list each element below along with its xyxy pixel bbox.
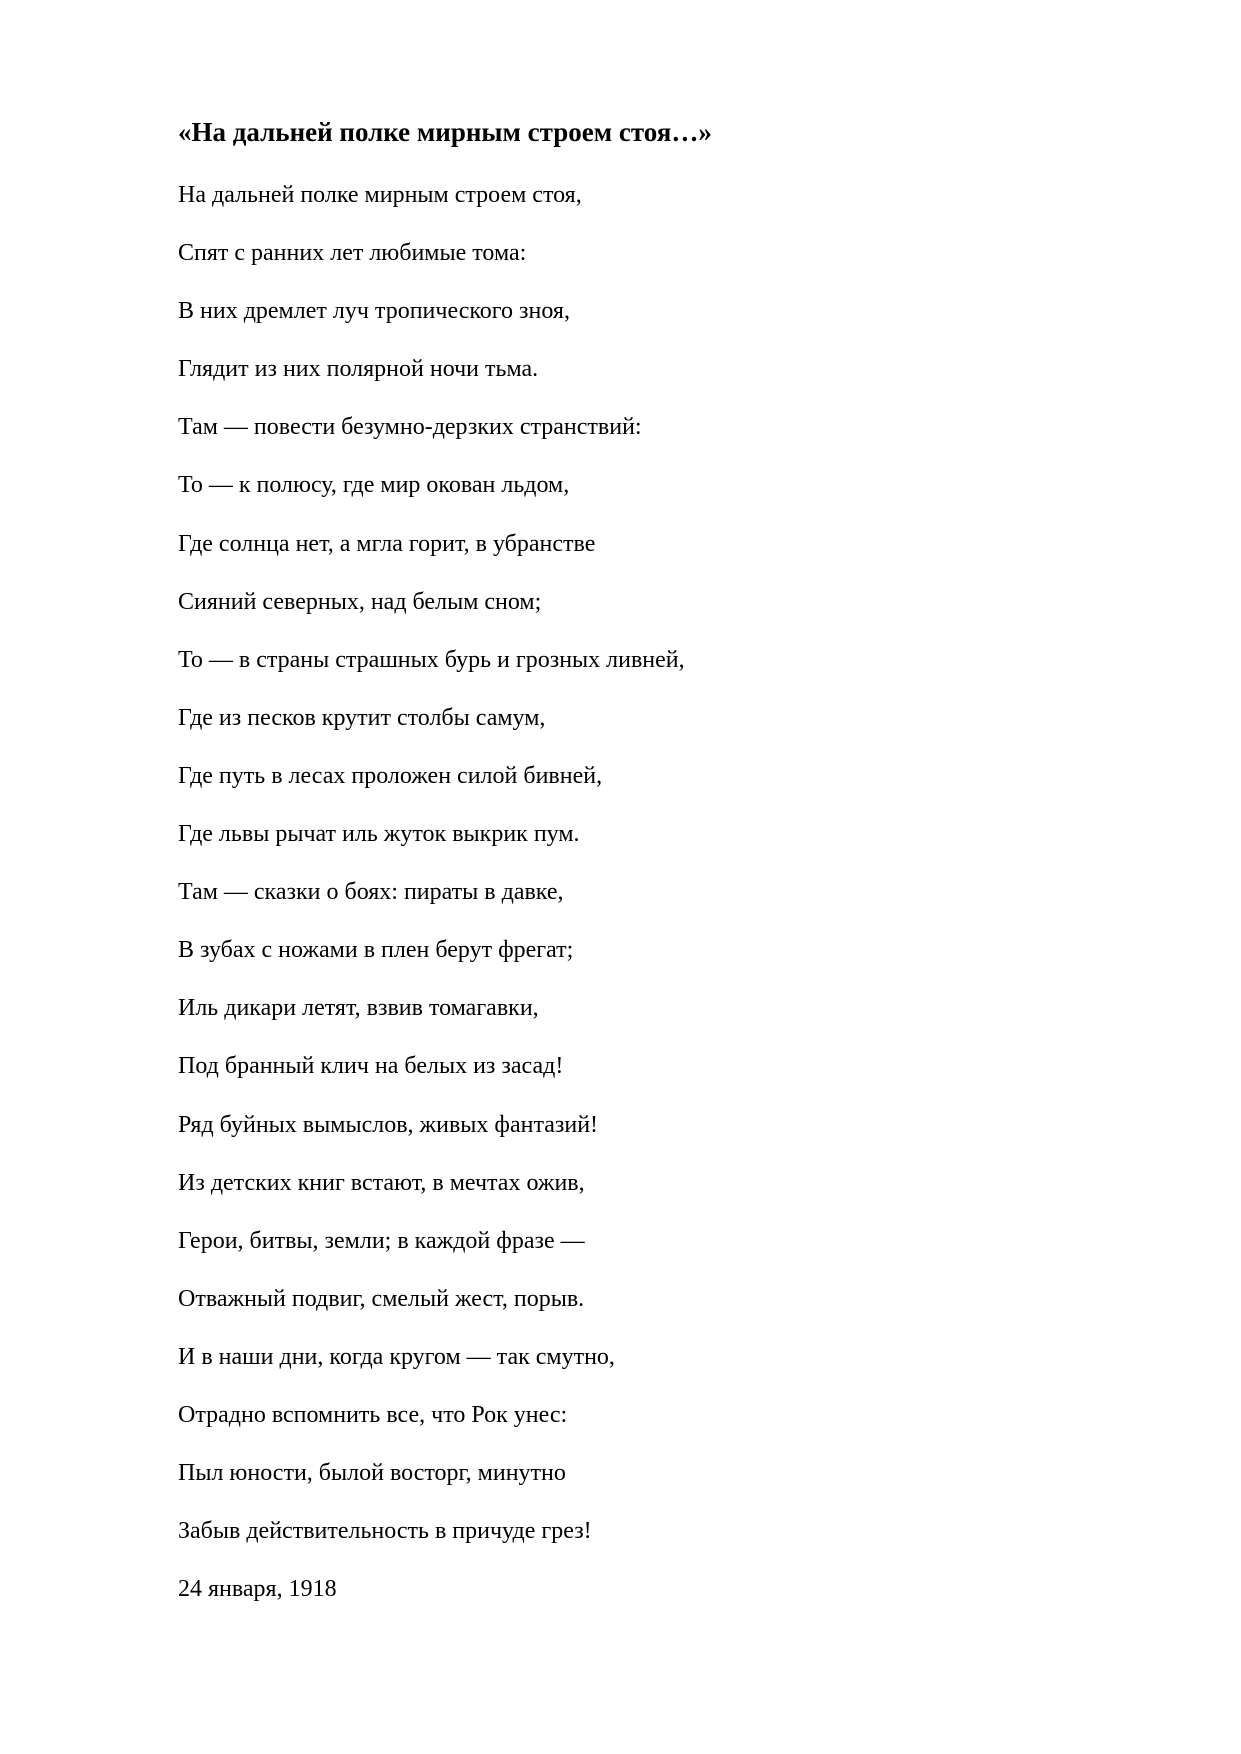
poem-line: Где из песков крутит столбы самум, xyxy=(178,704,546,731)
poem-date: 24 января, 1918 xyxy=(178,1576,337,1602)
poem-line: В зубах с ножами в плен берут фрегат; xyxy=(178,937,574,964)
poem-line: То — в страны страшных бурь и грозных ливней, xyxy=(178,646,685,673)
poem-line: Сияний северных, над белым сном; xyxy=(178,588,542,615)
poem-line: Герои, битвы, земли; в каждой фразе — xyxy=(178,1227,585,1254)
poem-line: Иль дикари летят, взвив томагавки, xyxy=(178,995,539,1022)
poem-line: То — к полюсу, где мир окован льдом, xyxy=(178,472,570,499)
poem-title: «На дальней полке мирным строем стоя…» xyxy=(178,117,712,147)
poem-line: И в наши дни, когда кругом — так смутно, xyxy=(178,1343,615,1370)
poem-line: Отважный подвиг, смелый жест, порыв. xyxy=(178,1285,585,1312)
poem-line: Из детских книг встают, в мечтах ожив, xyxy=(178,1169,585,1196)
poem-line: Ряд буйных вымыслов, живых фантазий! xyxy=(178,1111,599,1138)
poem-body xyxy=(178,177,685,1571)
poem-line: На дальней полке мирным строем стоя, xyxy=(178,182,582,208)
poem-line: В них дремлет луч тропического зноя, xyxy=(178,298,570,325)
poem-line: Где солнца нет, а мгла горит, в убранстве xyxy=(178,530,596,557)
poem-line: Забыв действительность в причуде грез! xyxy=(178,1518,592,1545)
poem-line: Где путь в лесах проложен силой бивней, xyxy=(178,762,603,789)
poem-line: Глядит из них полярной ночи тьма. xyxy=(178,356,539,383)
poem-line: Там — сказки о боях: пираты в давке, xyxy=(178,879,564,906)
poem-line: Спят с ранних лет любимые тома: xyxy=(178,240,527,267)
poem-line: Отрадно вспомнить все, что Рок унес: xyxy=(178,1401,568,1428)
poem-line: Где львы рычат иль жуток выкрик пум. xyxy=(178,821,580,848)
poem-line: Под бранный клич на белых из засад! xyxy=(178,1053,564,1080)
poem-line: Там — повести безумно-дерзких странствий: xyxy=(178,414,642,441)
poem-line: Пыл юности, былой восторг, минутно xyxy=(178,1460,566,1487)
